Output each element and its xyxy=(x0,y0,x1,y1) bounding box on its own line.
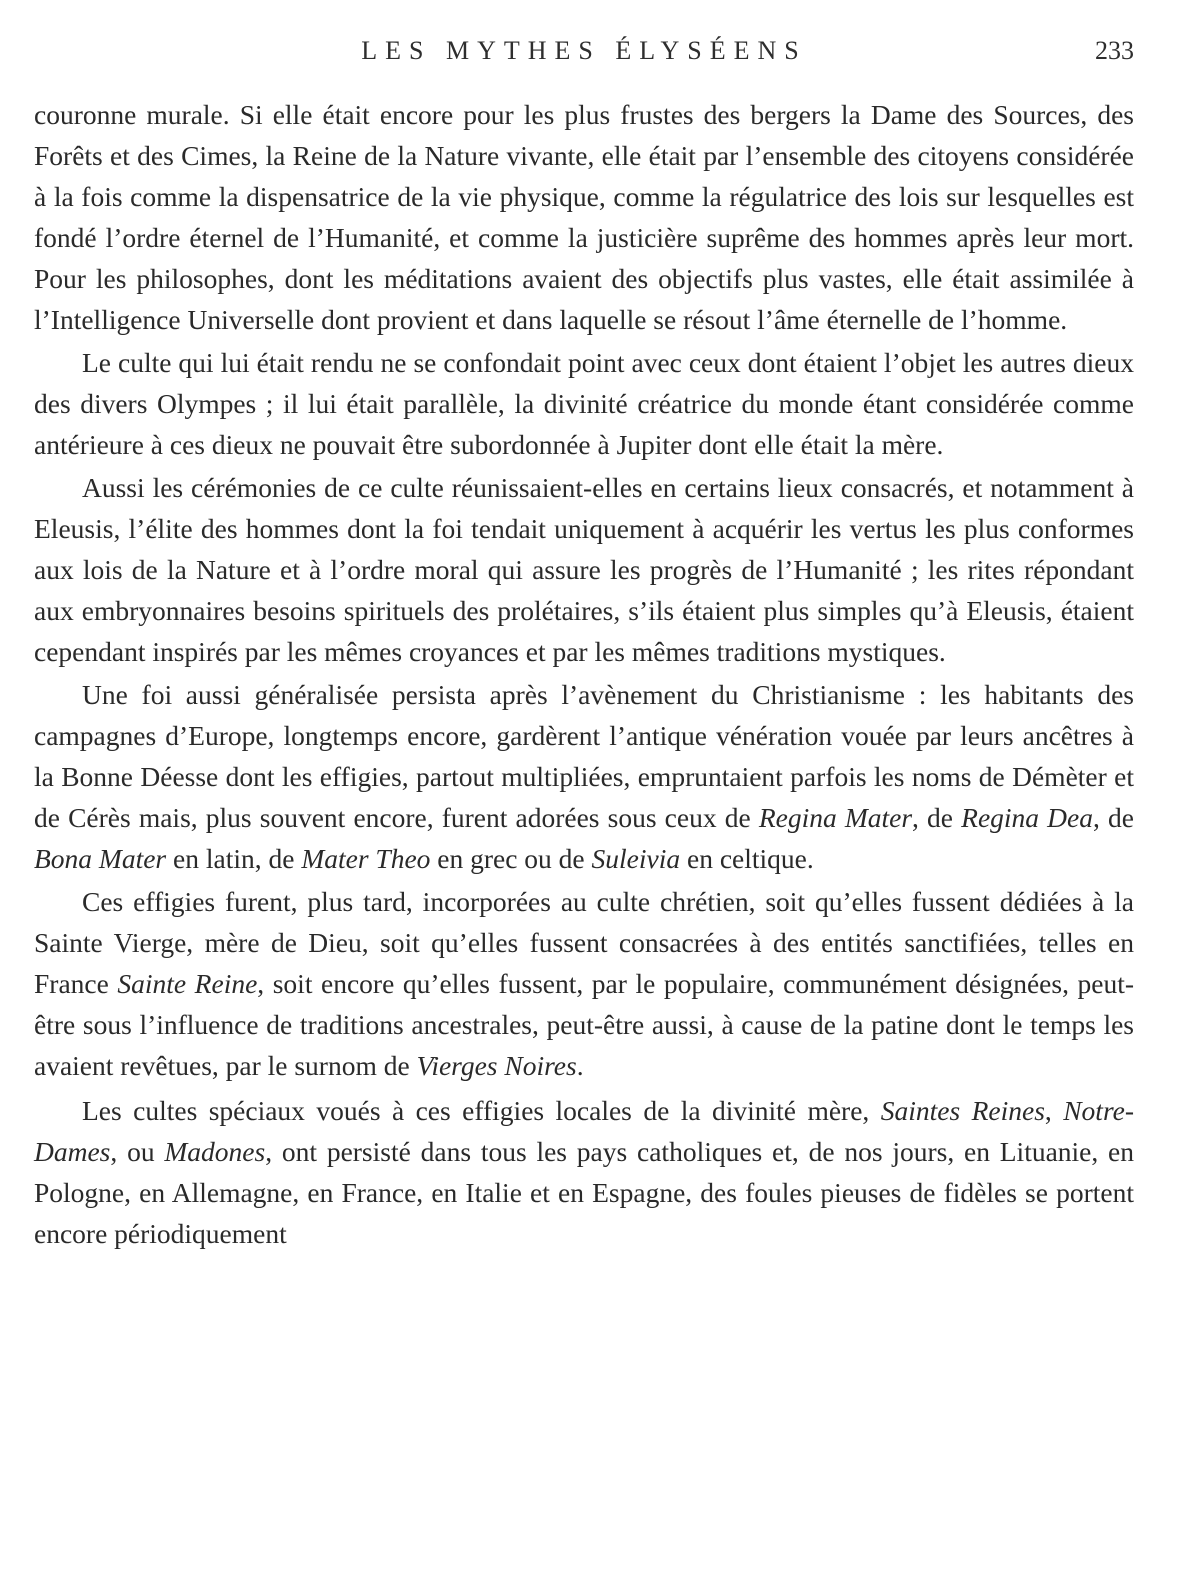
paragraph-4 xyxy=(34,674,1134,879)
paragraph-1 xyxy=(34,94,1134,340)
text-run: Le culte qui lui était rendu ne se confondait point avec ceux dont étaient l’objet les autres dieux des divers Olympes ; il lui était parallèle, la divinité créatrice du monde étant considérée comme antérieure à ces dieux ne pouvait être subordonnée à Jupiter dont elle était la mère. xyxy=(34,347,1134,460)
italic-term: Madones xyxy=(164,1136,266,1167)
text-run: . xyxy=(576,1050,584,1081)
text-run: en celtique. xyxy=(680,843,814,874)
italic-term: Vierges Noires xyxy=(416,1050,577,1081)
text-run: , de xyxy=(912,802,962,833)
running-header xyxy=(34,28,1134,78)
text-run: Une foi aussi généralisée persista après l’avènement du Christianisme : les habitants des campagnes d’Europe, longtemps encore, gardèrent l’antique vénération vouée par leurs ancêtres à la Bonne Déesse dont les effigies, partout multipliées, empruntaient parfois les noms de Démèter et de Cérès mais, plus souvent encore, furent adorées sous ceux de xyxy=(34,679,1134,833)
text-run: en latin, de xyxy=(166,843,302,874)
text-run: couronne murale. Si elle était encore pour les plus frustes des bergers la Dame des Sources, des Forêts et des Cimes, la Reine de la Nature vivante, elle était par l’ensemble des citoyens considérée à la fois comme la dispensatrice de la vie physique, comme la régulatrice des lois sur lesquelles est fondé l’ordre éternel de l’Humanité, et comme la justicière suprême des hommes après leur mort. Pour les philosophes, dont les méditations avaient des objectifs plus vastes, elle était assimilée à l’Intelligence Universelle dont provient et dans laquelle se résout l’âme éternelle de l’homme. xyxy=(34,99,1134,335)
text-run: , ont persisté dans tous les pays catholiques et, de nos jours, en Lituanie, en Pologne, en Allemagne, en France, en Italie et en Espagne, des foules pieuses de fidèles se portent encore périodiquement xyxy=(34,1136,1135,1249)
text-run: , ou xyxy=(110,1136,165,1167)
italic-term: Mater Theo xyxy=(301,843,431,874)
italic-term: Sainte Reine xyxy=(117,968,258,999)
italic-term: Saintes Reines xyxy=(880,1095,1045,1126)
text-run: en grec ou de xyxy=(430,843,592,874)
italic-term: Regina Mater xyxy=(758,802,913,833)
book-page xyxy=(34,28,1134,1254)
paragraph-6 xyxy=(34,1090,1134,1254)
text-run: , soit encore qu’elles fussent, par le populaire, communément désignées, peut-être sous l’influence de traditions ancestrales, peut-être aussi, à cause de la patine dont le temps les avaient revêtues, par le surnom de xyxy=(34,968,1135,1081)
italic-term: Regina Dea xyxy=(961,802,1093,833)
italic-term: Suleivia xyxy=(591,843,681,874)
body-text xyxy=(34,94,1134,1254)
text-run: , xyxy=(1044,1095,1064,1126)
running-title: LES MYTHES ÉLYSÉENS xyxy=(361,36,807,65)
italic-term: Notre-Dames xyxy=(34,1095,1134,1167)
paragraph-5 xyxy=(34,881,1134,1086)
paragraph-3 xyxy=(34,467,1134,672)
italic-term: Bona Mater xyxy=(34,843,167,874)
text-run: Aussi les cérémonies de ce culte réunissaient-elles en certains lieux consacrés, et notamment à Eleusis, l’élite des hommes dont la foi tendait uniquement à acquérir les vertus les plus conformes aux lois de la Nature et à l’ordre moral qui assure les progrès de l’Humanité ; les rites répondant aux embryonnaires besoins spirituels des prolétaires, s’ils étaient plus simples qu’à Eleusis, étaient cependant inspirés par les mêmes croyances et par les mêmes traditions mystiques. xyxy=(34,472,1134,667)
paragraph-2 xyxy=(34,342,1134,465)
text-run: Les cultes spéciaux voués à ces effigies locales de la divinité mère, xyxy=(82,1095,881,1126)
page-number: 233 xyxy=(1095,36,1134,65)
text-run: Ces effigies furent, plus tard, incorporées au culte chrétien, soit qu’elles fussent dédiées à la Sainte Vierge, mère de Dieu, soit qu’elles fussent consacrées à des entités sanctifiées, telles en France xyxy=(34,886,1134,999)
text-run: , de xyxy=(1093,802,1134,833)
